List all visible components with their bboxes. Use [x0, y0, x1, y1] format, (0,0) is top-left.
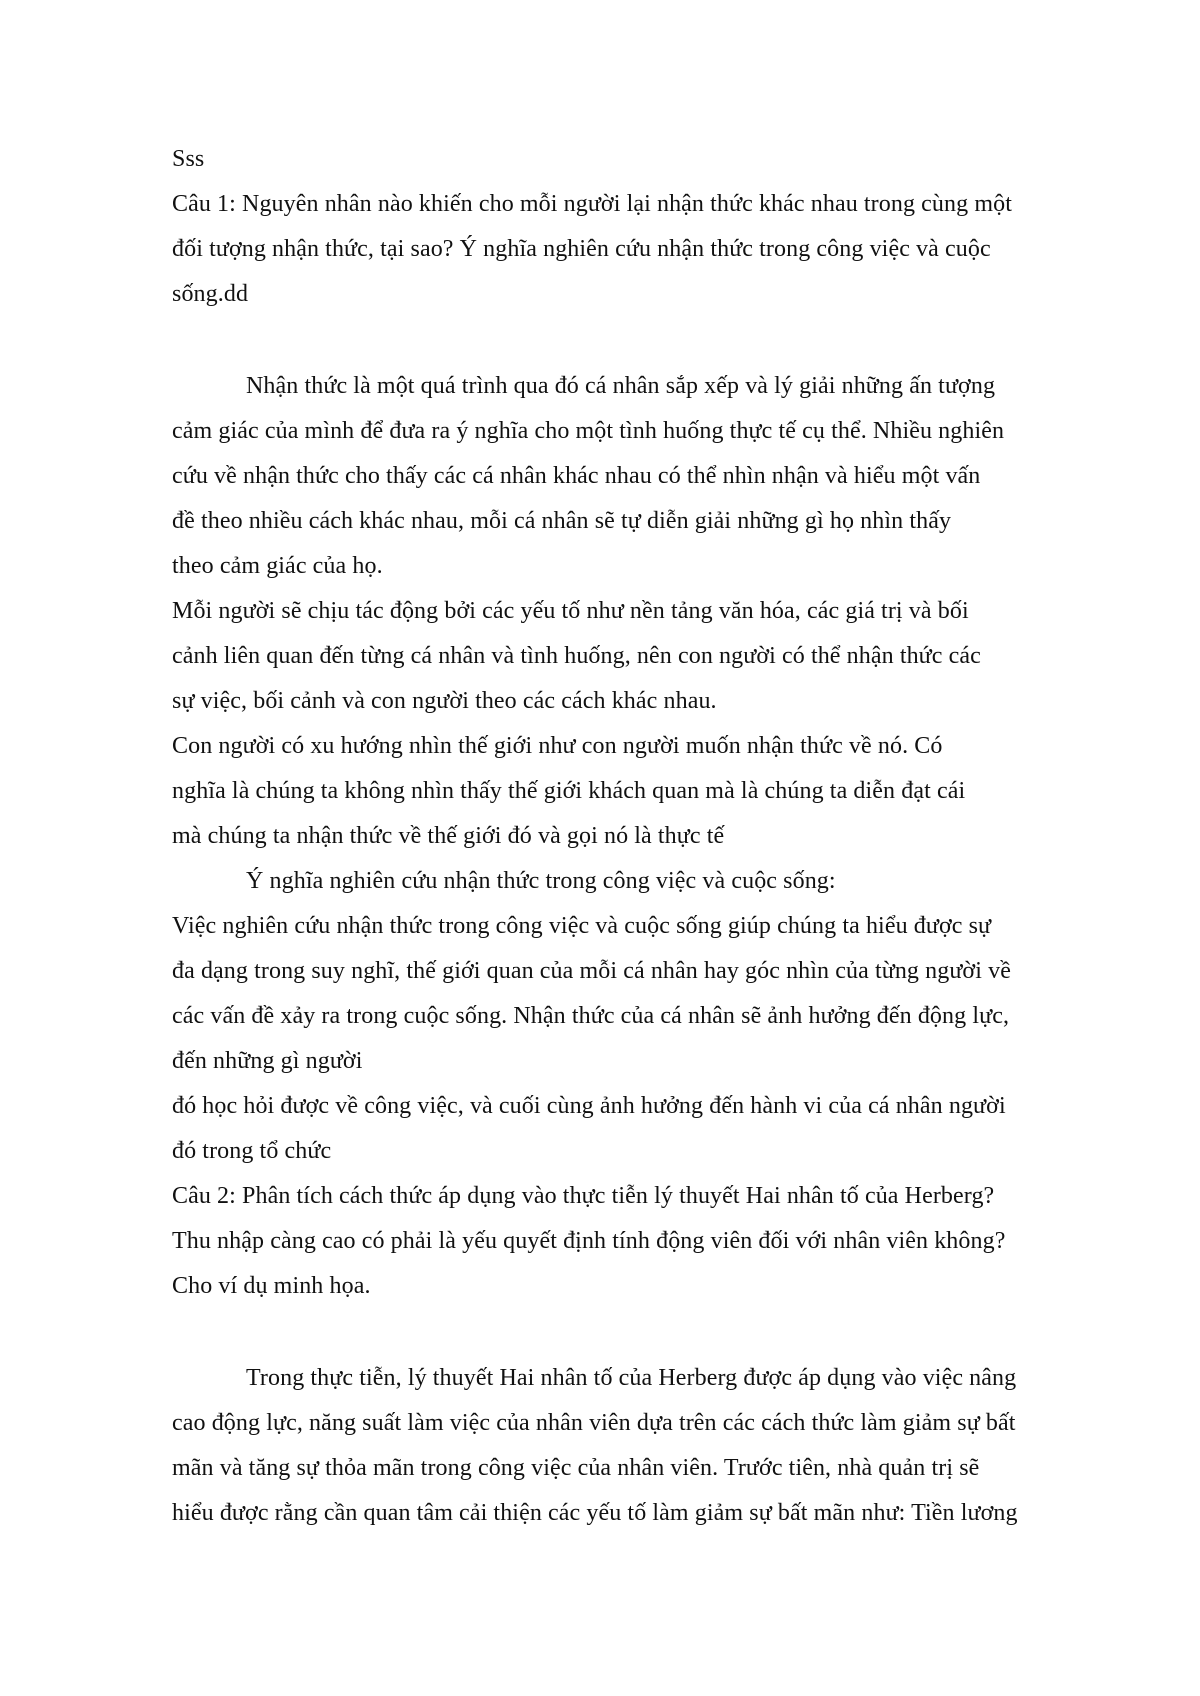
question-2-line-2: Thu nhập càng cao có phải là yếu quyết định tính động viên đối với nhân viên không? [172, 1228, 1006, 1254]
answer-1-paragraph-line: nghĩa là chúng ta không nhìn thấy thế giới khách quan mà là chúng ta diễn đạt cái [172, 778, 966, 804]
answer-1-paragraph-line: mà chúng ta nhận thức về thế giới đó và gọi nó là thực tế [172, 823, 725, 849]
answer-1-paragraph-line: cứu về nhận thức cho thấy các cá nhân khác nhau có thể nhìn nhận và hiểu một vấn [172, 463, 981, 489]
answer-1-paragraph-line: Mỗi người sẽ chịu tác động bởi các yếu tố như nền tảng văn hóa, các giá trị và bối [172, 598, 969, 624]
answer-2-paragraph-line: mãn và tăng sự thỏa mãn trong công việc của nhân viên. Trước tiên, nhà quản trị sẽ [172, 1455, 980, 1481]
answer-1-paragraph-line: đó trong tổ chức [172, 1138, 332, 1164]
answer-2-paragraph-line: Trong thực tiễn, lý thuyết Hai nhân tố của Herberg được áp dụng vào việc nâng [246, 1365, 1017, 1391]
answer-1-paragraph-line: đến những gì người [172, 1048, 363, 1074]
answer-1-paragraph-line: Con người có xu hướng nhìn thế giới như con người muốn nhận thức về nó. Có [172, 733, 943, 759]
answer-1-paragraph-line: đó học hỏi được về công việc, và cuối cùng ảnh hưởng đến hành vi của cá nhân người [172, 1093, 1006, 1119]
answer-1-paragraph-line: cảm giác của mình để đưa ra ý nghĩa cho một tình huống thực tế cụ thể. Nhiều nghiên [172, 418, 1005, 444]
answer-1-paragraph-line: Nhận thức là một quá trình qua đó cá nhân sắp xếp và lý giải những ấn tượng [246, 373, 996, 399]
answer-1-subheading: Ý nghĩa nghiên cứu nhận thức trong công việc và cuộc sống: [246, 868, 836, 894]
answer-1-paragraph-line: cảnh liên quan đến từng cá nhân và tình huống, nên con người có thể nhận thức các [172, 643, 981, 669]
question-1-line-3: sống.dd [172, 281, 249, 307]
answer-1-paragraph-line: đa dạng trong suy nghĩ, thế giới quan của mỗi cá nhân hay góc nhìn của từng người về [172, 958, 1011, 984]
question-2-line-3: Cho ví dụ minh họa. [172, 1273, 371, 1299]
answer-1-paragraph-line: các vấn đề xảy ra trong cuộc sống. Nhận thức của cá nhân sẽ ảnh hưởng đến động lực, [172, 1003, 1010, 1029]
document-header: Sss [172, 146, 205, 172]
answer-1-paragraph-line: đề theo nhiều cách khác nhau, mỗi cá nhân sẽ tự diễn giải những gì họ nhìn thấy [172, 508, 952, 534]
answer-2-paragraph-line: hiểu được rằng cần quan tâm cải thiện các yếu tố làm giảm sự bất mãn như: Tiền lương [172, 1500, 1018, 1526]
question-1-line-2: đối tượng nhận thức, tại sao? Ý nghĩa nghiên cứu nhận thức trong công việc và cuộc [172, 236, 991, 262]
answer-1-paragraph-line: theo cảm giác của họ. [172, 553, 383, 579]
answer-2-paragraph-line: cao động lực, năng suất làm việc của nhân viên dựa trên các cách thức làm giảm sự bất [172, 1410, 1016, 1436]
answer-1-paragraph-line: sự việc, bối cảnh và con người theo các cách khác nhau. [172, 688, 717, 714]
answer-1-paragraph-line: Việc nghiên cứu nhận thức trong công việc và cuộc sống giúp chúng ta hiểu được sự [172, 913, 992, 939]
question-1-line-1: Câu 1: Nguyên nhân nào khiến cho mỗi người lại nhận thức khác nhau trong cùng một [172, 191, 1012, 217]
question-2-line-1: Câu 2: Phân tích cách thức áp dụng vào thực tiễn lý thuyết Hai nhân tố của Herberg? [172, 1183, 995, 1209]
